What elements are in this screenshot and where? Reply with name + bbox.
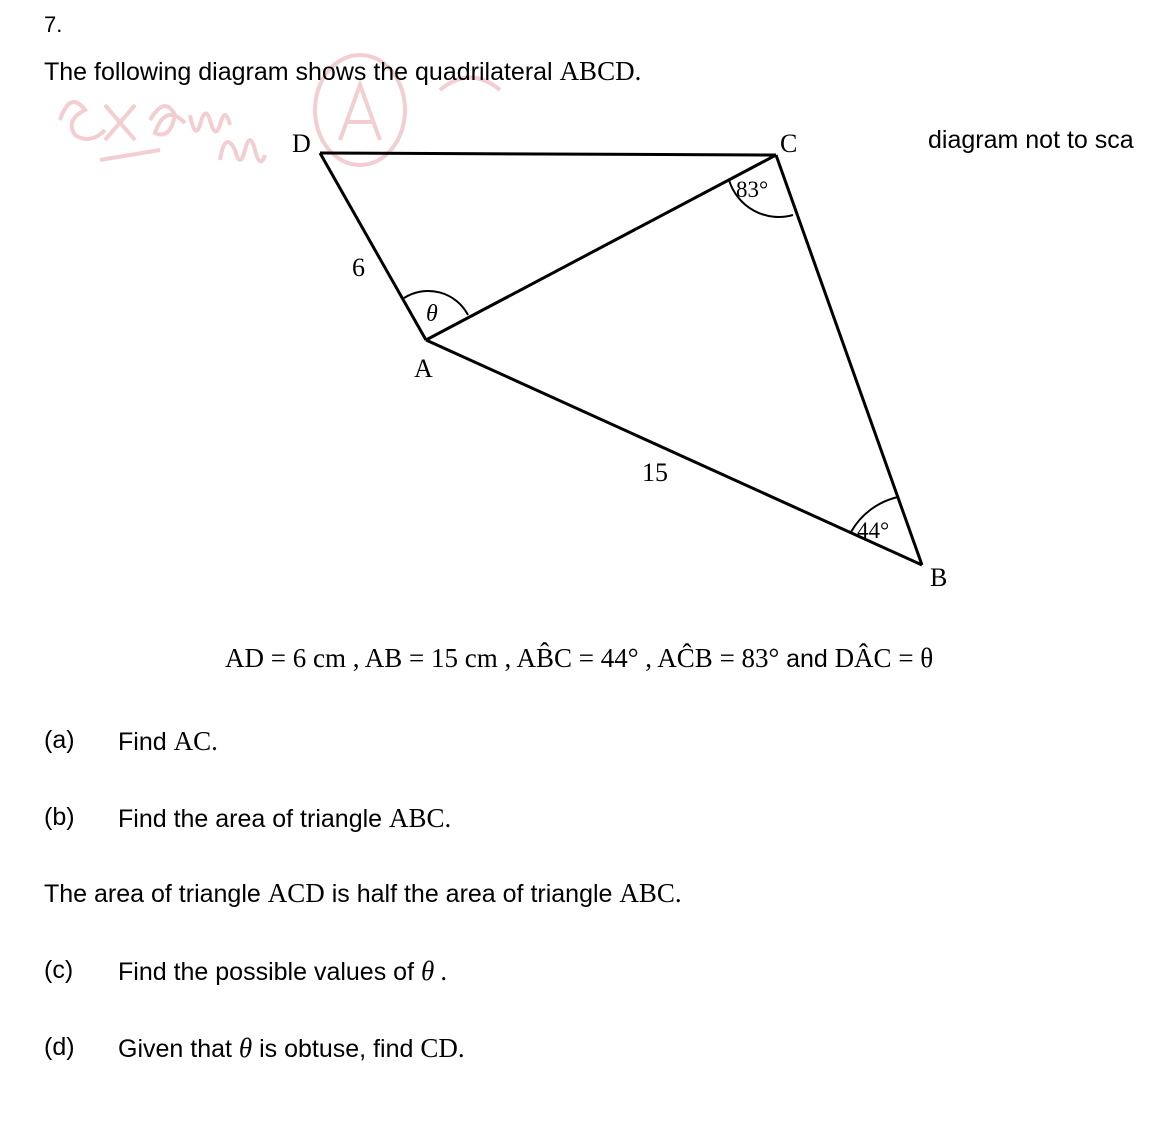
given-values xyxy=(225,643,933,674)
angle-a-theta: θ xyxy=(426,301,438,327)
part-b-label: (b) xyxy=(44,803,75,831)
part-d-label: (d) xyxy=(44,1033,75,1061)
diagonal-ac xyxy=(426,155,776,340)
area-statement xyxy=(44,878,682,909)
side-ab-length: 15 xyxy=(642,458,668,487)
side-da xyxy=(320,153,426,340)
part-c-instruction: Find the possible values of xyxy=(118,958,415,986)
part-a-math: AC. xyxy=(173,726,218,756)
given-ab: AB = 15 cm , xyxy=(364,643,512,673)
vertex-a-label: A xyxy=(414,354,433,383)
vertex-b-label: B xyxy=(930,563,948,592)
question-number: 7. xyxy=(44,12,63,37)
part-b-text xyxy=(118,803,451,834)
part-b-instruction: Find the area of triangle xyxy=(118,805,383,833)
part-d-math: CD. xyxy=(420,1033,465,1063)
side-ab xyxy=(426,340,922,565)
side-dc xyxy=(320,153,776,155)
side-cb xyxy=(776,155,922,565)
part-d-theta: θ xyxy=(238,1033,253,1063)
part-c-math: θ . xyxy=(420,956,448,986)
part-c-label: (c) xyxy=(44,956,74,984)
vertex-d-label: D xyxy=(292,129,311,158)
part-d-text-after: is obtuse, find xyxy=(259,1035,414,1063)
given-and: and xyxy=(786,645,828,673)
given-ad: AD = 6 cm , xyxy=(225,643,360,673)
angle-b-value: 44° xyxy=(857,518,890,543)
statement-math-2: ABC. xyxy=(619,878,682,908)
not-to-scale-note: diagram not to sca xyxy=(928,126,1134,154)
part-a-text xyxy=(118,726,218,757)
given-angle-acb: AĈB = 83° xyxy=(657,643,780,673)
side-ad-length: 6 xyxy=(352,253,365,282)
vertex-c-label: C xyxy=(780,129,798,158)
intro-text: The following diagram shows the quadrilateral xyxy=(44,58,553,86)
part-d-text xyxy=(118,1033,465,1064)
angle-c-value: 83° xyxy=(736,177,769,202)
intro-shape-name: ABCD. xyxy=(559,56,642,86)
statement-text-2: is half the area of triangle xyxy=(331,880,613,908)
statement-text-1: The area of triangle xyxy=(44,880,261,908)
statement-math-1: ACD xyxy=(267,878,325,908)
part-d-text-before: Given that xyxy=(118,1035,232,1063)
given-angle-abc: AB̂C = 44° , xyxy=(516,643,653,673)
part-b-math: ABC. xyxy=(389,803,452,833)
part-a-instruction: Find xyxy=(118,728,167,756)
part-c-text xyxy=(118,956,448,987)
part-a-label: (a) xyxy=(44,726,75,754)
given-angle-dac: DÂC = θ xyxy=(834,643,934,673)
